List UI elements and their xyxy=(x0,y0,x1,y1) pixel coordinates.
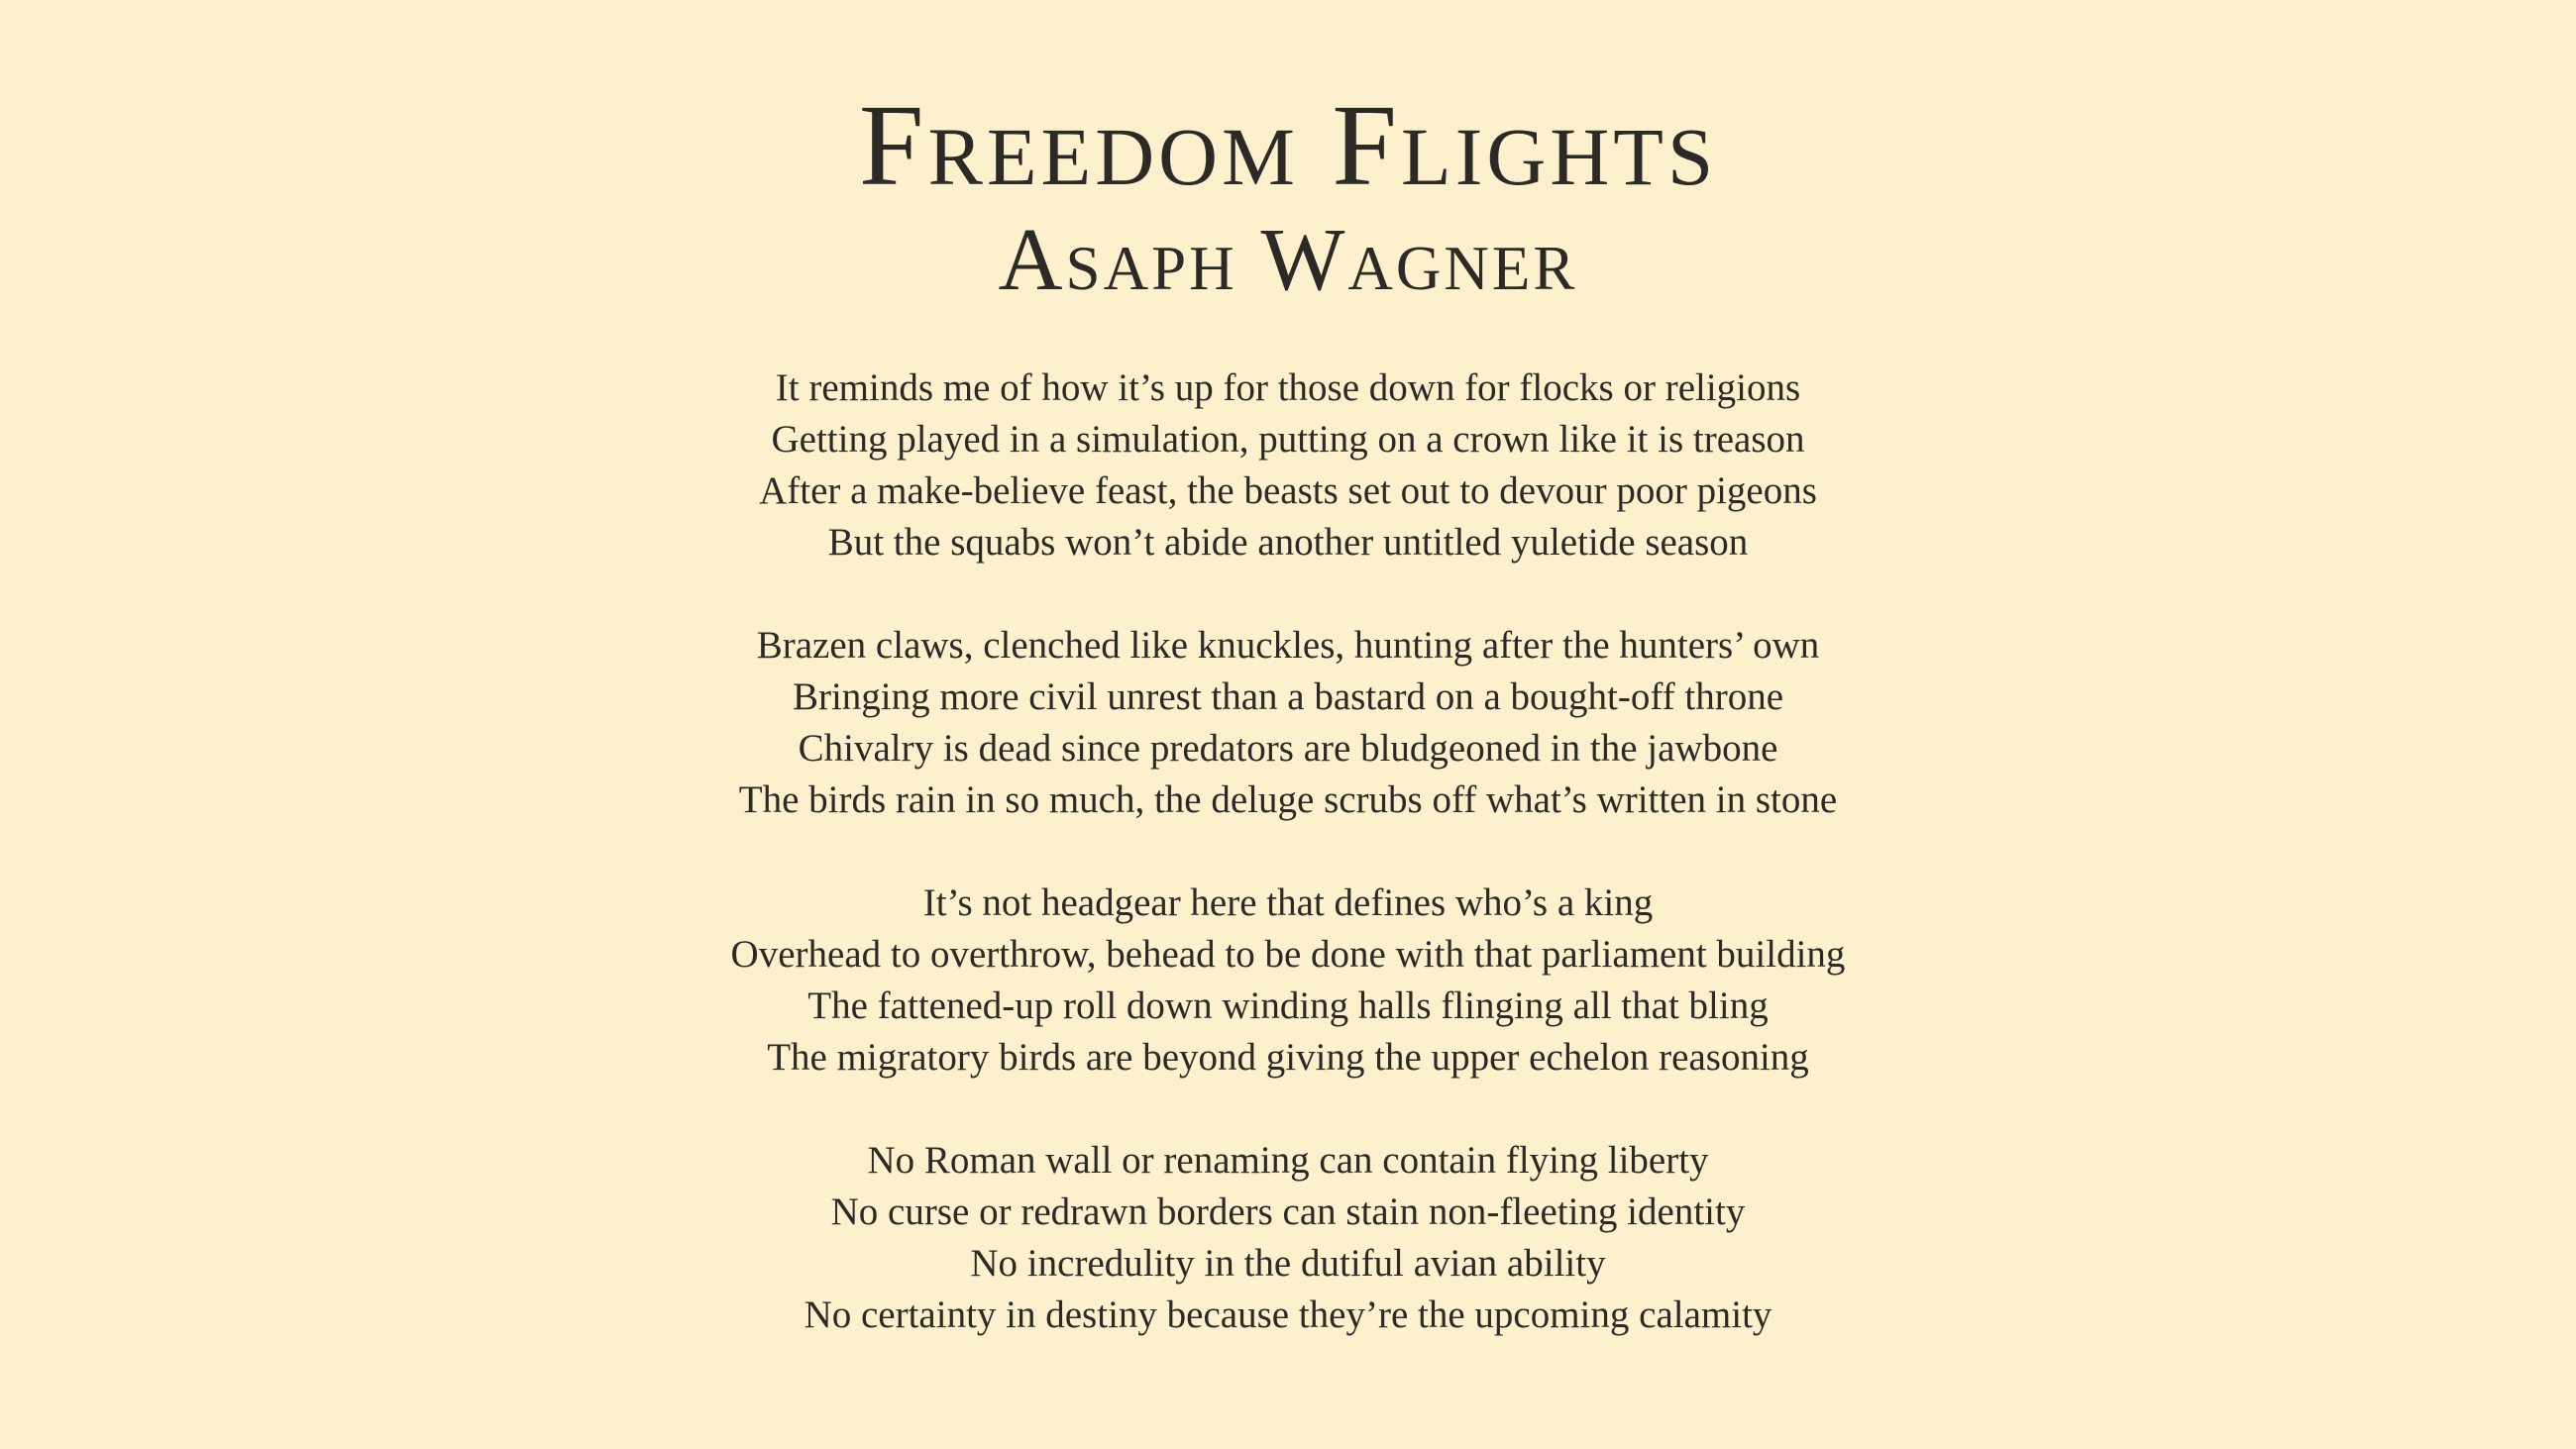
poem-line: No certainty in destiny because they’re the upcoming calamity xyxy=(804,1294,1772,1336)
poem-line: After a make-believe feast, the beasts set out to devour poor pigeons xyxy=(759,469,1817,512)
poem-line: Chivalry is dead since predators are bludgeoned in the jawbone xyxy=(798,727,1778,770)
poem-body xyxy=(0,362,2576,1393)
poem-line: The migratory birds are beyond giving the upper echelon reasoning xyxy=(767,1036,1809,1079)
poem-line: The birds rain in so much, the deluge scrubs off what’s written in stone xyxy=(738,778,1838,821)
poem-line: Brazen claws, clenched like knuckles, hunting after the hunters’ own xyxy=(756,624,1820,667)
poem-line: No incredulity in the dutiful avian ability xyxy=(970,1242,1606,1285)
stanza-1 xyxy=(0,362,2576,569)
poem-line: It’s not headgear here that defines who’s a king xyxy=(922,881,1654,924)
stanza-2 xyxy=(0,620,2576,826)
poem-line: But the squabs won’t abide another untitled yuletide season xyxy=(827,521,1749,564)
poem-line: Getting played in a simulation, putting on a crown like it is treason xyxy=(771,418,1805,461)
poem-line: Overhead to overthrow, behead to be done with that parliament building xyxy=(730,933,1846,976)
poem-line: It reminds me of how it’s up for those down for flocks or religions xyxy=(775,366,1801,409)
poem-title: Freedom Flights xyxy=(858,80,1718,210)
poem-line: Bringing more civil unrest than a bastard on a bought-off throne xyxy=(792,675,1784,718)
poem-line: No curse or redrawn borders can stain non-fleeting identity xyxy=(830,1190,1746,1233)
poem-line: No Roman wall or renaming can contain flying liberty xyxy=(867,1139,1709,1182)
stanza-3 xyxy=(0,878,2576,1084)
poem-author: Asaph Wagner xyxy=(998,211,1578,309)
poem-line: The fattened-up roll down winding halls flinging all that bling xyxy=(807,984,1769,1027)
stanza-4 xyxy=(0,1135,2576,1341)
